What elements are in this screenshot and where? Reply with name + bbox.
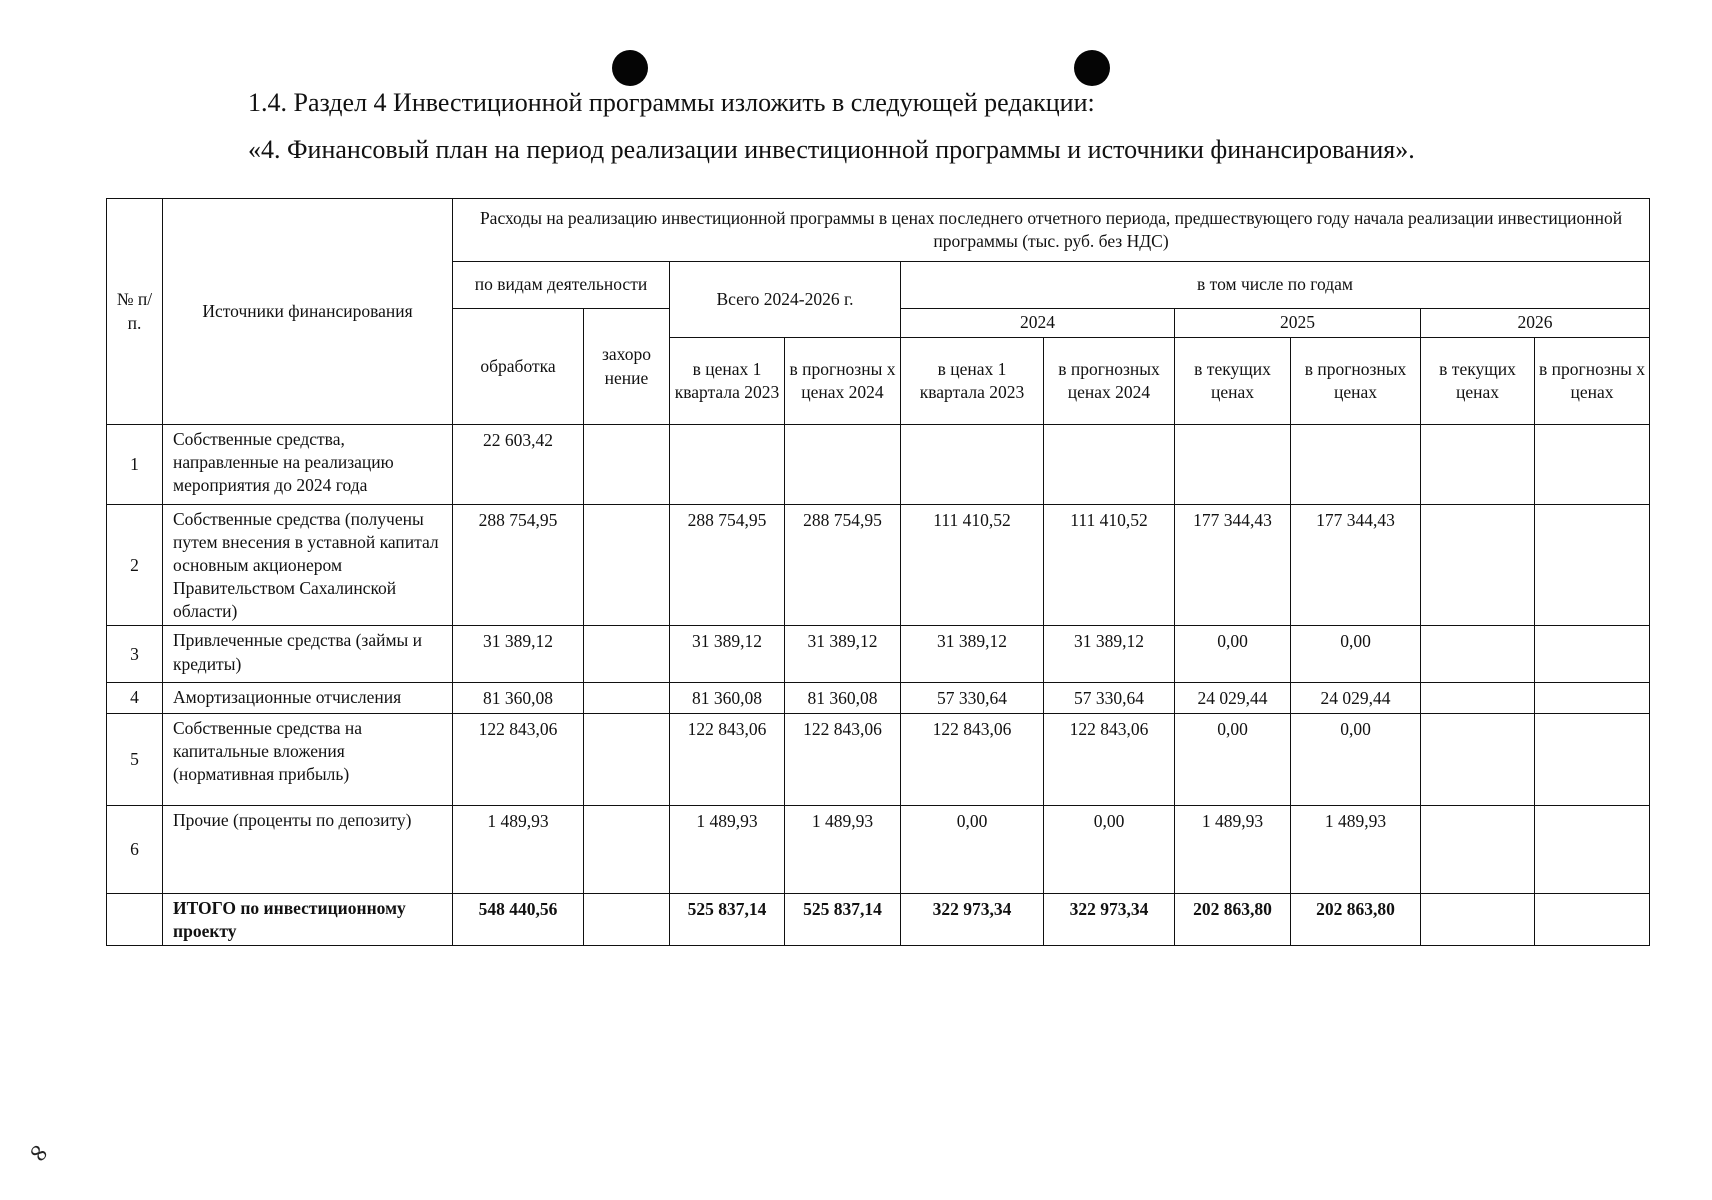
cell-total-q1-2023: 31 389,12	[670, 626, 785, 683]
cell-2025-current: 0,00	[1175, 626, 1291, 683]
cell-2025-forecast: 0,00	[1291, 626, 1421, 683]
row-number: 5	[107, 713, 163, 805]
table-row	[107, 805, 1650, 893]
section-heading: 1.4. Раздел 4 Инвестиционной программы изложить в следующей редакции:	[248, 88, 1095, 117]
row-number: 3	[107, 626, 163, 683]
header-sources: Источники финансирования	[163, 199, 453, 425]
handwritten-page-mark: ∞	[20, 1134, 57, 1172]
cell-2026-forecast	[1535, 805, 1650, 893]
cell-total-forecast-2024: 122 843,06	[785, 713, 901, 805]
cell-total-q1-2023: 288 754,95	[670, 505, 785, 626]
punch-hole-right	[1074, 50, 1110, 86]
table-row	[107, 505, 1650, 626]
cell-2024-q1-2023: 57 330,64	[901, 683, 1044, 713]
cell-total-q1-2023: 1 489,93	[670, 805, 785, 893]
table-row	[107, 425, 1650, 505]
header-2024-q1-2023: в ценах 1 квартала 2023	[901, 338, 1044, 425]
cell-total-forecast-2024: 81 360,08	[785, 683, 901, 713]
cell-burial	[584, 893, 670, 945]
cell-2026-current	[1421, 626, 1535, 683]
total-row	[107, 893, 1650, 945]
table-row	[107, 626, 1650, 683]
cell-total-forecast-2024: 31 389,12	[785, 626, 901, 683]
cell-burial	[584, 683, 670, 713]
row-source: Собственные средства, направленные на реализацию мероприятия до 2024 года	[163, 425, 453, 505]
cell-2025-forecast: 202 863,80	[1291, 893, 1421, 945]
row-number: 4	[107, 683, 163, 713]
cell-2026-forecast	[1535, 626, 1650, 683]
row-source: Прочие (проценты по депозиту)	[163, 805, 453, 893]
cell-total-forecast-2024: 525 837,14	[785, 893, 901, 945]
cell-2024-q1-2023: 322 973,34	[901, 893, 1044, 945]
cell-burial	[584, 505, 670, 626]
cell-2025-current: 177 344,43	[1175, 505, 1291, 626]
cell-total-forecast-2024: 1 489,93	[785, 805, 901, 893]
header-total-q1-2023: в ценах 1 квартала 2023	[670, 338, 785, 425]
cell-2025-forecast: 177 344,43	[1291, 505, 1421, 626]
cell-2025-forecast: 0,00	[1291, 713, 1421, 805]
cell-processing: 22 603,42	[453, 425, 584, 505]
row-source: Амортизационные отчисления	[163, 683, 453, 713]
cell-2026-current	[1421, 505, 1535, 626]
header-expenses: Расходы на реализацию инвестиционной программы в ценах последнего отчетного периода, предшествующего году начала реализации инвестиционной программы (тыс. руб. без НДС)	[453, 199, 1650, 262]
cell-processing: 288 754,95	[453, 505, 584, 626]
row-source: Привлеченные средства (займы и кредиты)	[163, 626, 453, 683]
cell-2026-forecast	[1535, 683, 1650, 713]
header-year-2026: 2026	[1421, 309, 1650, 338]
cell-processing: 81 360,08	[453, 683, 584, 713]
cell-total-q1-2023: 525 837,14	[670, 893, 785, 945]
cell-2025-forecast	[1291, 425, 1421, 505]
cell-2024-forecast-2024: 31 389,12	[1044, 626, 1175, 683]
cell-processing: 31 389,12	[453, 626, 584, 683]
row-source: Собственные средства на капитальные вложения (нормативная прибыль)	[163, 713, 453, 805]
cell-2026-forecast	[1535, 425, 1650, 505]
cell-total-q1-2023	[670, 425, 785, 505]
header-processing: обработка	[453, 309, 584, 425]
header-number: № п/п.	[107, 199, 163, 425]
cell-total-forecast-2024	[785, 425, 901, 505]
table-row	[107, 683, 1650, 713]
header-total-forecast-2024: в прогнозны х ценах 2024	[785, 338, 901, 425]
header-year-2024: 2024	[901, 309, 1175, 338]
header-total-period: Всего 2024-2026 г.	[670, 262, 901, 338]
cell-2024-forecast-2024: 111 410,52	[1044, 505, 1175, 626]
cell-2025-current: 202 863,80	[1175, 893, 1291, 945]
row-number	[107, 893, 163, 945]
cell-2026-forecast	[1535, 505, 1650, 626]
cell-2024-q1-2023: 0,00	[901, 805, 1044, 893]
cell-2024-q1-2023: 31 389,12	[901, 626, 1044, 683]
cell-2025-current: 0,00	[1175, 713, 1291, 805]
cell-burial	[584, 713, 670, 805]
cell-2026-current	[1421, 805, 1535, 893]
cell-processing: 548 440,56	[453, 893, 584, 945]
section-subheading: «4. Финансовый план на период реализации инвестиционной программы и источники финансирования».	[248, 135, 1415, 164]
cell-total-forecast-2024: 288 754,95	[785, 505, 901, 626]
cell-burial	[584, 626, 670, 683]
cell-total-q1-2023: 122 843,06	[670, 713, 785, 805]
cell-2025-current: 1 489,93	[1175, 805, 1291, 893]
header-by-years: в том числе по годам	[901, 262, 1650, 309]
financial-plan-table	[106, 198, 1650, 946]
cell-2024-forecast-2024: 322 973,34	[1044, 893, 1175, 945]
cell-2025-current: 24 029,44	[1175, 683, 1291, 713]
cell-2026-forecast	[1535, 893, 1650, 945]
punch-hole-left	[612, 50, 648, 86]
header-year-2025: 2025	[1175, 309, 1421, 338]
cell-2024-q1-2023: 111 410,52	[901, 505, 1044, 626]
cell-2024-q1-2023	[901, 425, 1044, 505]
cell-2026-current	[1421, 683, 1535, 713]
row-number: 1	[107, 425, 163, 505]
cell-2025-forecast: 1 489,93	[1291, 805, 1421, 893]
header-2025-forecast: в прогнозных ценах	[1291, 338, 1421, 425]
row-number: 6	[107, 805, 163, 893]
row-source: ИТОГО по инвестиционному проекту	[163, 893, 453, 945]
cell-total-q1-2023: 81 360,08	[670, 683, 785, 713]
row-source: Собственные средства (получены путем внесения в уставной капитал основным акционером Правительством Сахалинской области)	[163, 505, 453, 626]
cell-2024-q1-2023: 122 843,06	[901, 713, 1044, 805]
header-by-activity: по видам деятельности	[453, 262, 670, 309]
cell-processing: 1 489,93	[453, 805, 584, 893]
header-2025-current: в текущих ценах	[1175, 338, 1291, 425]
header-2026-current: в текущих ценах	[1421, 338, 1535, 425]
cell-2026-current	[1421, 713, 1535, 805]
table-row	[107, 713, 1650, 805]
cell-2024-forecast-2024: 57 330,64	[1044, 683, 1175, 713]
cell-2024-forecast-2024: 0,00	[1044, 805, 1175, 893]
cell-2026-current	[1421, 425, 1535, 505]
cell-2025-forecast: 24 029,44	[1291, 683, 1421, 713]
cell-processing: 122 843,06	[453, 713, 584, 805]
header-2026-forecast: в прогнозны х ценах	[1535, 338, 1650, 425]
cell-2024-forecast-2024: 122 843,06	[1044, 713, 1175, 805]
cell-2026-current	[1421, 893, 1535, 945]
cell-2025-current	[1175, 425, 1291, 505]
cell-2026-forecast	[1535, 713, 1650, 805]
header-burial: захоро нение	[584, 309, 670, 425]
cell-2024-forecast-2024	[1044, 425, 1175, 505]
cell-burial	[584, 805, 670, 893]
cell-burial	[584, 425, 670, 505]
header-2024-forecast-2024: в прогнозных ценах 2024	[1044, 338, 1175, 425]
row-number: 2	[107, 505, 163, 626]
